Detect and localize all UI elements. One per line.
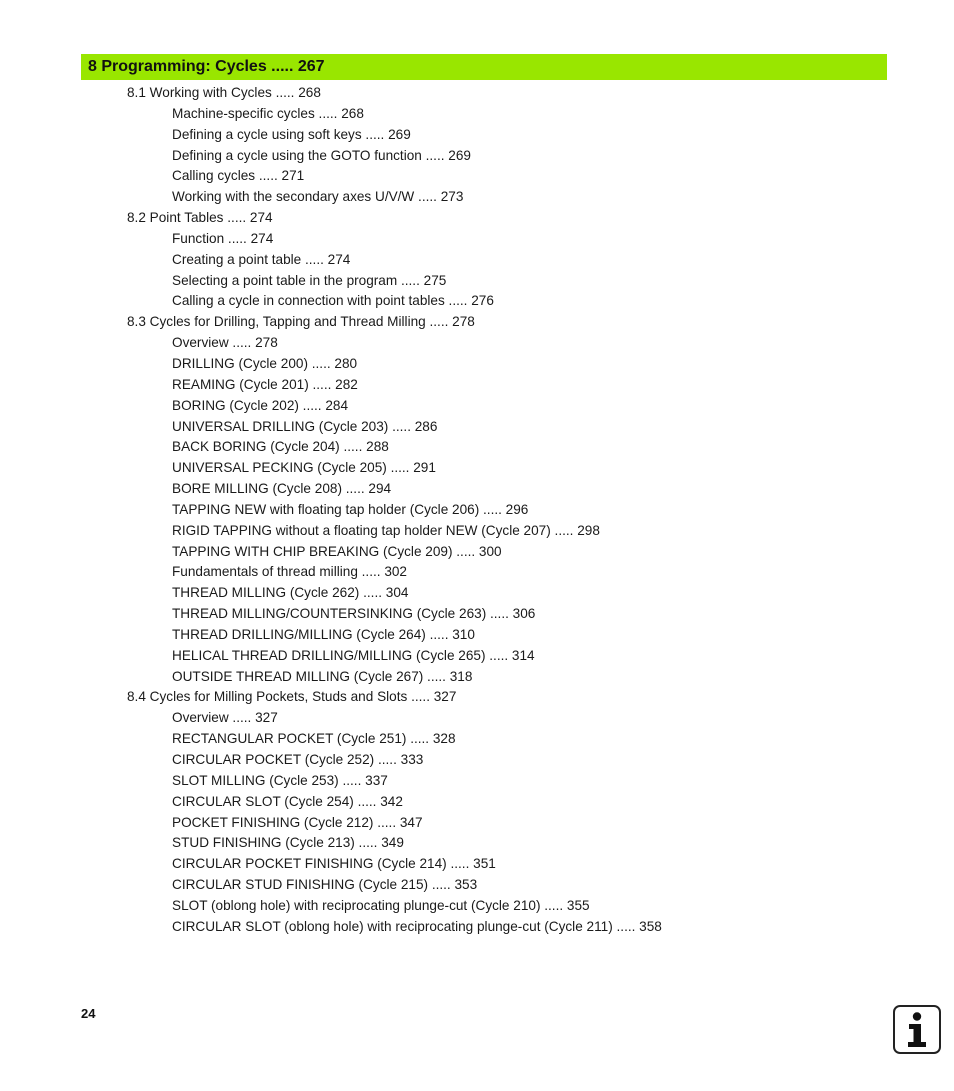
chapter-header <box>81 54 887 80</box>
toc-subsection-entry[interactable]: POCKET FINISHING (Cycle 212) ..... 347 <box>172 814 423 830</box>
toc-subsection-entry[interactable]: DRILLING (Cycle 200) ..... 280 <box>172 355 358 371</box>
toc-subsection-entry[interactable]: REAMING (Cycle 201) ..... 282 <box>172 376 358 392</box>
toc-subsection-entry[interactable]: BACK BORING (Cycle 204) ..... 288 <box>172 439 389 455</box>
toc-subsection-entry[interactable]: CIRCULAR STUD FINISHING (Cycle 215) ..... 353 <box>172 877 478 893</box>
toc-section-entry[interactable]: 8.4 Cycles for Milling Pockets, Studs and Slots ..... 327 <box>127 689 457 705</box>
toc-subsection-entry[interactable]: Fundamentals of thread milling ..... 302 <box>172 564 407 580</box>
toc-subsection-entry[interactable]: CIRCULAR SLOT (oblong hole) with reciprocating plunge-cut (Cycle 211) ..... 358 <box>172 918 662 934</box>
toc-subsection-entry[interactable]: BORE MILLING (Cycle 208) ..... 294 <box>172 481 392 497</box>
toc-section-entry[interactable]: 8.2 Point Tables ..... 274 <box>127 210 273 226</box>
toc-subsection-entry[interactable]: Creating a point table ..... 274 <box>172 251 351 267</box>
toc-subsection-entry[interactable]: SLOT (oblong hole) with reciprocating plunge-cut (Cycle 210) ..... 355 <box>172 897 590 913</box>
toc-subsection-entry[interactable]: Function ..... 274 <box>172 230 274 246</box>
toc-subsection-entry[interactable]: STUD FINISHING (Cycle 213) ..... 349 <box>172 835 404 851</box>
toc-subsection-entry[interactable]: OUTSIDE THREAD MILLING (Cycle 267) ..... 318 <box>172 668 473 684</box>
toc-subsection-entry[interactable]: TAPPING NEW with floating tap holder (Cycle 206) ..... 296 <box>172 501 529 517</box>
toc-section-entry[interactable]: 8.3 Cycles for Drilling, Tapping and Thread Milling ..... 278 <box>127 314 475 330</box>
toc-subsection-entry[interactable]: HELICAL THREAD DRILLING/MILLING (Cycle 265) ..... 314 <box>172 647 535 663</box>
toc-subsection-entry[interactable]: THREAD DRILLING/MILLING (Cycle 264) ..... 310 <box>172 626 475 642</box>
page-number: 24 <box>81 1006 96 1021</box>
toc-subsection-entry[interactable]: SLOT MILLING (Cycle 253) ..... 337 <box>172 772 388 788</box>
toc-subsection-entry[interactable]: CIRCULAR POCKET FINISHING (Cycle 214) ..... 351 <box>172 856 496 872</box>
toc-subsection-entry[interactable]: THREAD MILLING (Cycle 262) ..... 304 <box>172 585 409 601</box>
toc-subsection-entry[interactable]: CIRCULAR POCKET (Cycle 252) ..... 333 <box>172 752 424 767</box>
toc-subsection-entry[interactable]: Calling a cycle in connection with point tables ..... 276 <box>172 293 494 309</box>
toc-subsection-entry[interactable]: UNIVERSAL PECKING (Cycle 205) ..... 291 <box>172 460 436 476</box>
toc-subsection-entry[interactable]: Defining a cycle using soft keys ..... 269 <box>172 126 411 142</box>
toc-subsection-entry[interactable]: RIGID TAPPING without a floating tap holder NEW (Cycle 207) ..... 298 <box>172 522 600 538</box>
toc-subsection-entry[interactable]: Overview ..... 278 <box>172 335 278 351</box>
toc-subsection-entry[interactable]: UNIVERSAL DRILLING (Cycle 203) ..... 286 <box>172 418 438 434</box>
chapter-title[interactable]: 8 Programming: Cycles ..... 267 <box>88 58 325 75</box>
toc-subsection-entry[interactable]: Calling cycles ..... 271 <box>172 168 305 184</box>
info-icon <box>893 1005 941 1054</box>
toc-subsection-entry[interactable]: Defining a cycle using the GOTO function ..... 269 <box>172 147 471 163</box>
toc-section-entry[interactable]: 8.1 Working with Cycles ..... 268 <box>127 85 321 100</box>
toc-subsection-entry[interactable]: Machine-specific cycles ..... 268 <box>172 105 364 121</box>
toc-subsection-entry[interactable]: CIRCULAR SLOT (Cycle 254) ..... 342 <box>172 793 403 809</box>
toc-subsection-entry[interactable]: Working with the secondary axes U/V/W ..... 273 <box>172 189 464 205</box>
toc-subsection-entry[interactable]: Selecting a point table in the program ..... 275 <box>172 272 447 288</box>
toc-subsection-entry[interactable]: BORING (Cycle 202) ..... 284 <box>172 397 349 413</box>
toc-subsection-entry[interactable]: THREAD MILLING/COUNTERSINKING (Cycle 263) ..... 306 <box>172 606 536 622</box>
toc-subsection-entry[interactable]: TAPPING WITH CHIP BREAKING (Cycle 209) ..... 300 <box>172 543 502 559</box>
toc-subsection-entry[interactable]: Overview ..... 327 <box>172 710 278 726</box>
toc-subsection-entry[interactable]: RECTANGULAR POCKET (Cycle 251) ..... 328 <box>172 731 456 747</box>
table-of-contents <box>0 83 954 938</box>
